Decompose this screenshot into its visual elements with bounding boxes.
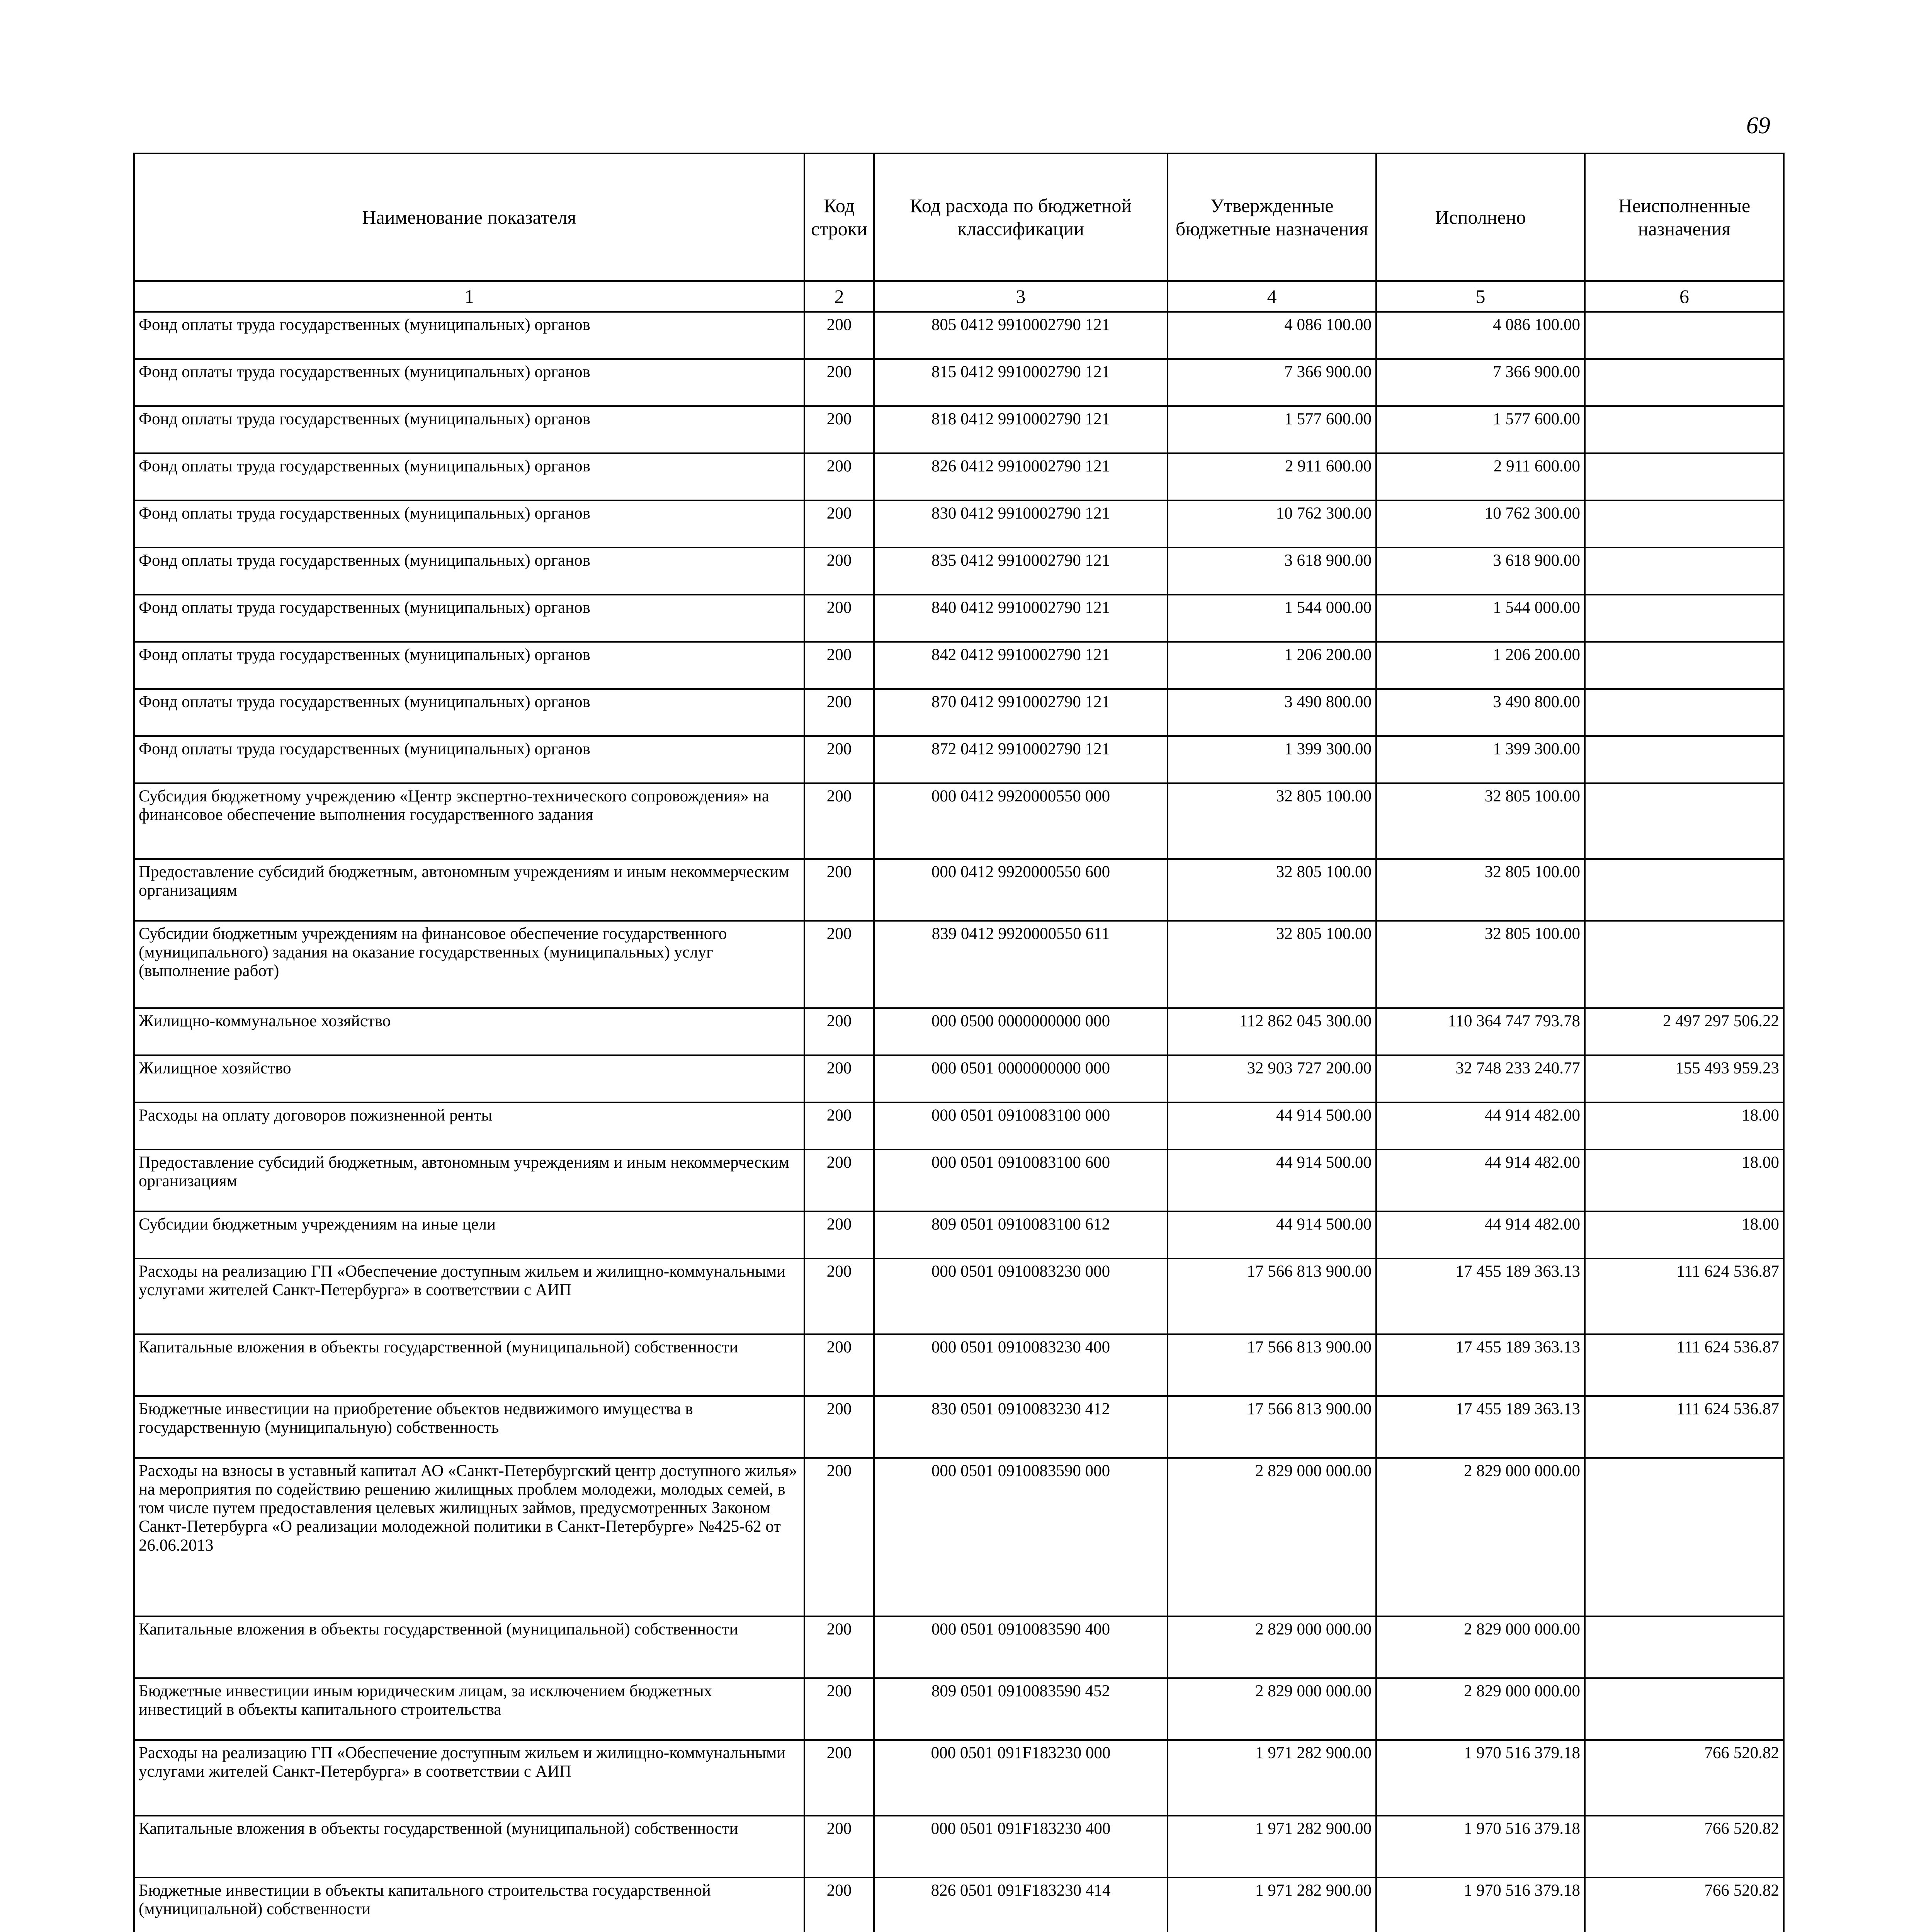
row-indicator-name: Бюджетные инвестиции на приобретение объектов недвижимого имущества в государственную (муниципальную) собственность: [134, 1396, 804, 1458]
row-budget-code: 870 0412 9910002790 121: [874, 689, 1168, 736]
table-row: [134, 921, 1784, 1008]
row-budget-code: 830 0501 0910083230 412: [874, 1396, 1168, 1458]
row-indicator-name: Расходы на оплату договоров пожизненной ренты: [134, 1102, 804, 1150]
table-row: [134, 312, 1784, 359]
table-row: [134, 689, 1784, 736]
row-line-code: 200: [804, 1211, 874, 1259]
row-line-code: 200: [804, 312, 874, 359]
row-indicator-name: Фонд оплаты труда государственных (муниципальных) органов: [134, 736, 804, 783]
row-executed-amount: 17 455 189 363.13: [1376, 1334, 1585, 1396]
row-line-code: 200: [804, 859, 874, 921]
row-unexecuted-amount: [1585, 406, 1784, 453]
table-row: [134, 1008, 1784, 1055]
table-row: [134, 1678, 1784, 1740]
table-row: [134, 1740, 1784, 1816]
row-executed-amount: 1 970 516 379.18: [1376, 1816, 1585, 1878]
row-indicator-name: Предоставление субсидий бюджетным, автономным учреждениям и иным некоммерческим организациям: [134, 1150, 804, 1211]
row-unexecuted-amount: 111 624 536.87: [1585, 1259, 1784, 1334]
table-row: [134, 1616, 1784, 1678]
row-approved-amount: 44 914 500.00: [1168, 1211, 1376, 1259]
row-line-code: 200: [804, 1678, 874, 1740]
row-approved-amount: 10 762 300.00: [1168, 500, 1376, 548]
row-unexecuted-amount: 766 520.82: [1585, 1878, 1784, 1932]
row-indicator-name: Фонд оплаты труда государственных (муниципальных) органов: [134, 500, 804, 548]
row-line-code: 200: [804, 1458, 874, 1616]
row-line-code: 200: [804, 406, 874, 453]
row-executed-amount: 32 805 100.00: [1376, 783, 1585, 859]
row-budget-code: 830 0412 9910002790 121: [874, 500, 1168, 548]
row-approved-amount: 1 971 282 900.00: [1168, 1740, 1376, 1816]
row-budget-code: 000 0501 0910083590 400: [874, 1616, 1168, 1678]
row-approved-amount: 1 971 282 900.00: [1168, 1816, 1376, 1878]
row-executed-amount: 1 544 000.00: [1376, 595, 1585, 642]
column-number: 1: [134, 281, 804, 312]
row-indicator-name: Расходы на реализацию ГП «Обеспечение доступным жильем и жилищно-коммунальными услугами жителей Санкт-Петербурга» в соответствии с АИП: [134, 1259, 804, 1334]
row-approved-amount: 7 366 900.00: [1168, 359, 1376, 406]
row-indicator-name: Фонд оплаты труда государственных (муниципальных) органов: [134, 595, 804, 642]
row-line-code: 200: [804, 1334, 874, 1396]
header-approved: Утвержденные бюджетные назначения: [1168, 153, 1376, 281]
row-approved-amount: 1 206 200.00: [1168, 642, 1376, 689]
row-budget-code: 000 0501 0910083100 000: [874, 1102, 1168, 1150]
row-approved-amount: 1 577 600.00: [1168, 406, 1376, 453]
row-budget-code: 818 0412 9910002790 121: [874, 406, 1168, 453]
row-executed-amount: 32 748 233 240.77: [1376, 1055, 1585, 1102]
row-unexecuted-amount: 766 520.82: [1585, 1740, 1784, 1816]
row-executed-amount: 44 914 482.00: [1376, 1150, 1585, 1211]
row-budget-code: 000 0412 9920000550 600: [874, 859, 1168, 921]
row-line-code: 200: [804, 1396, 874, 1458]
row-indicator-name: Расходы на взносы в уставный капитал АО «Санкт-Петербургский центр доступного жилья» на мероприятия по содействию решению жилищных проблем молодежи, молодых семей, в том числе путем предоставления целевых жилищных займов, предусмотренных Законом Санкт-Петербурга «О реализации молодежной политики в Санкт-Петербурге» №425-62 от 26.06.2013: [134, 1458, 804, 1616]
row-indicator-name: Субсидии бюджетным учреждениям на иные цели: [134, 1211, 804, 1259]
row-line-code: 200: [804, 1008, 874, 1055]
row-line-code: 200: [804, 1878, 874, 1932]
row-line-code: 200: [804, 359, 874, 406]
row-line-code: 200: [804, 1816, 874, 1878]
row-approved-amount: 1 971 282 900.00: [1168, 1878, 1376, 1932]
row-line-code: 200: [804, 453, 874, 500]
row-budget-code: 872 0412 9910002790 121: [874, 736, 1168, 783]
row-unexecuted-amount: [1585, 859, 1784, 921]
row-indicator-name: Жилищно-коммунальное хозяйство: [134, 1008, 804, 1055]
column-number: 3: [874, 281, 1168, 312]
row-budget-code: 000 0501 0000000000 000: [874, 1055, 1168, 1102]
row-executed-amount: 2 829 000 000.00: [1376, 1678, 1585, 1740]
row-approved-amount: 2 911 600.00: [1168, 453, 1376, 500]
row-approved-amount: 17 566 813 900.00: [1168, 1334, 1376, 1396]
row-indicator-name: Фонд оплаты труда государственных (муниципальных) органов: [134, 312, 804, 359]
header-unexecuted: Неисполненные назначения: [1585, 153, 1784, 281]
row-budget-code: 000 0501 091F183230 000: [874, 1740, 1168, 1816]
row-indicator-name: Фонд оплаты труда государственных (муниципальных) органов: [134, 642, 804, 689]
row-budget-code: 000 0501 0910083100 600: [874, 1150, 1168, 1211]
row-line-code: 200: [804, 736, 874, 783]
row-line-code: 200: [804, 1259, 874, 1334]
row-indicator-name: Фонд оплаты труда государственных (муниципальных) органов: [134, 453, 804, 500]
row-budget-code: 000 0501 091F183230 400: [874, 1816, 1168, 1878]
table-row: [134, 642, 1784, 689]
column-number: 5: [1376, 281, 1585, 312]
table-row: [134, 1396, 1784, 1458]
row-line-code: 200: [804, 500, 874, 548]
row-executed-amount: 7 366 900.00: [1376, 359, 1585, 406]
table-row: [134, 859, 1784, 921]
row-line-code: 200: [804, 1740, 874, 1816]
table-row: [134, 500, 1784, 548]
table-row: [134, 548, 1784, 595]
row-approved-amount: 32 805 100.00: [1168, 859, 1376, 921]
row-budget-code: 835 0412 9910002790 121: [874, 548, 1168, 595]
row-approved-amount: 44 914 500.00: [1168, 1150, 1376, 1211]
row-executed-amount: 32 805 100.00: [1376, 921, 1585, 1008]
table-row: [134, 1878, 1784, 1932]
row-unexecuted-amount: [1585, 736, 1784, 783]
row-approved-amount: 3 618 900.00: [1168, 548, 1376, 595]
table-body: [134, 312, 1784, 1932]
row-budget-code: 840 0412 9910002790 121: [874, 595, 1168, 642]
row-indicator-name: Бюджетные инвестиции иным юридическим лицам, за исключением бюджетных инвестиций в объекты капитального строительства: [134, 1678, 804, 1740]
row-budget-code: 000 0501 0910083590 000: [874, 1458, 1168, 1616]
row-unexecuted-amount: [1585, 1678, 1784, 1740]
row-executed-amount: 3 618 900.00: [1376, 548, 1585, 595]
row-executed-amount: 1 399 300.00: [1376, 736, 1585, 783]
row-executed-amount: 17 455 189 363.13: [1376, 1259, 1585, 1334]
row-executed-amount: 10 762 300.00: [1376, 500, 1585, 548]
row-approved-amount: 112 862 045 300.00: [1168, 1008, 1376, 1055]
row-unexecuted-amount: 111 624 536.87: [1585, 1334, 1784, 1396]
row-budget-code: 000 0412 9920000550 000: [874, 783, 1168, 859]
row-executed-amount: 44 914 482.00: [1376, 1102, 1585, 1150]
row-executed-amount: 4 086 100.00: [1376, 312, 1585, 359]
row-executed-amount: 2 829 000 000.00: [1376, 1616, 1585, 1678]
row-unexecuted-amount: 18.00: [1585, 1150, 1784, 1211]
row-approved-amount: 1 399 300.00: [1168, 736, 1376, 783]
table-row: [134, 1816, 1784, 1878]
row-approved-amount: 2 829 000 000.00: [1168, 1458, 1376, 1616]
row-approved-amount: 17 566 813 900.00: [1168, 1259, 1376, 1334]
table-row: [134, 1334, 1784, 1396]
row-indicator-name: Капитальные вложения в объекты государственной (муниципальной) собственности: [134, 1816, 804, 1878]
budget-execution-table: [133, 153, 1785, 1932]
row-approved-amount: 2 829 000 000.00: [1168, 1616, 1376, 1678]
row-line-code: 200: [804, 1616, 874, 1678]
row-unexecuted-amount: [1585, 1616, 1784, 1678]
row-line-code: 200: [804, 642, 874, 689]
row-approved-amount: 1 544 000.00: [1168, 595, 1376, 642]
row-budget-code: 000 0501 0910083230 400: [874, 1334, 1168, 1396]
row-unexecuted-amount: [1585, 500, 1784, 548]
row-unexecuted-amount: [1585, 783, 1784, 859]
row-unexecuted-amount: [1585, 548, 1784, 595]
row-unexecuted-amount: [1585, 1458, 1784, 1616]
row-executed-amount: 1 206 200.00: [1376, 642, 1585, 689]
row-unexecuted-amount: [1585, 921, 1784, 1008]
header-line-code: Код строки: [804, 153, 874, 281]
table-row: [134, 453, 1784, 500]
table-row: [134, 359, 1784, 406]
row-unexecuted-amount: [1585, 453, 1784, 500]
row-executed-amount: 17 455 189 363.13: [1376, 1396, 1585, 1458]
row-budget-code: 809 0501 0910083590 452: [874, 1678, 1168, 1740]
row-executed-amount: 1 577 600.00: [1376, 406, 1585, 453]
row-executed-amount: 2 911 600.00: [1376, 453, 1585, 500]
row-indicator-name: Фонд оплаты труда государственных (муниципальных) органов: [134, 406, 804, 453]
row-executed-amount: 32 805 100.00: [1376, 859, 1585, 921]
row-budget-code: 839 0412 9920000550 611: [874, 921, 1168, 1008]
row-executed-amount: 2 829 000 000.00: [1376, 1458, 1585, 1616]
row-unexecuted-amount: 2 497 297 506.22: [1585, 1008, 1784, 1055]
table-row: [134, 1211, 1784, 1259]
row-budget-code: 815 0412 9910002790 121: [874, 359, 1168, 406]
row-executed-amount: 3 490 800.00: [1376, 689, 1585, 736]
row-indicator-name: Субсидия бюджетному учреждению «Центр экспертно-технического сопровождения» на финансовое обеспечение выполнения государственного задания: [134, 783, 804, 859]
row-indicator-name: Фонд оплаты труда государственных (муниципальных) органов: [134, 689, 804, 736]
table-row: [134, 1458, 1784, 1616]
row-approved-amount: 17 566 813 900.00: [1168, 1396, 1376, 1458]
table-row: [134, 1055, 1784, 1102]
row-budget-code: 809 0501 0910083100 612: [874, 1211, 1168, 1259]
row-line-code: 200: [804, 595, 874, 642]
row-executed-amount: 110 364 747 793.78: [1376, 1008, 1585, 1055]
row-approved-amount: 2 829 000 000.00: [1168, 1678, 1376, 1740]
row-unexecuted-amount: [1585, 642, 1784, 689]
row-indicator-name: Бюджетные инвестиции в объекты капитального строительства государственной (муниципальной) собственности: [134, 1878, 804, 1932]
row-line-code: 200: [804, 1055, 874, 1102]
row-unexecuted-amount: 111 624 536.87: [1585, 1396, 1784, 1458]
row-budget-code: 000 0500 0000000000 000: [874, 1008, 1168, 1055]
page-number: 69: [1746, 112, 1770, 139]
row-indicator-name: Предоставление субсидий бюджетным, автономным учреждениям и иным некоммерческим организациям: [134, 859, 804, 921]
row-unexecuted-amount: [1585, 312, 1784, 359]
row-approved-amount: 44 914 500.00: [1168, 1102, 1376, 1150]
row-approved-amount: 32 805 100.00: [1168, 783, 1376, 859]
table-header-row: [134, 153, 1784, 281]
row-line-code: 200: [804, 921, 874, 1008]
row-indicator-name: Субсидии бюджетным учреждениям на финансовое обеспечение государственного (муниципального) задания на оказание государственных (муниципальных) услуг (выполнение работ): [134, 921, 804, 1008]
row-approved-amount: 32 903 727 200.00: [1168, 1055, 1376, 1102]
column-number: 6: [1585, 281, 1784, 312]
row-executed-amount: 1 970 516 379.18: [1376, 1740, 1585, 1816]
row-unexecuted-amount: 18.00: [1585, 1102, 1784, 1150]
row-budget-code: 000 0501 0910083230 000: [874, 1259, 1168, 1334]
row-budget-code: 842 0412 9910002790 121: [874, 642, 1168, 689]
row-indicator-name: Капитальные вложения в объекты государственной (муниципальной) собственности: [134, 1616, 804, 1678]
table-row: [134, 1102, 1784, 1150]
row-unexecuted-amount: [1585, 595, 1784, 642]
column-number: 2: [804, 281, 874, 312]
row-approved-amount: 3 490 800.00: [1168, 689, 1376, 736]
table-row: [134, 406, 1784, 453]
header-executed: Исполнено: [1376, 153, 1585, 281]
header-indicator-name: Наименование показателя: [134, 153, 804, 281]
row-indicator-name: Фонд оплаты труда государственных (муниципальных) органов: [134, 359, 804, 406]
table-row: [134, 1259, 1784, 1334]
row-line-code: 200: [804, 1150, 874, 1211]
row-unexecuted-amount: 766 520.82: [1585, 1816, 1784, 1878]
row-unexecuted-amount: [1585, 689, 1784, 736]
row-indicator-name: Фонд оплаты труда государственных (муниципальных) органов: [134, 548, 804, 595]
row-budget-code: 805 0412 9910002790 121: [874, 312, 1168, 359]
row-line-code: 200: [804, 1102, 874, 1150]
row-unexecuted-amount: 155 493 959.23: [1585, 1055, 1784, 1102]
table-row: [134, 783, 1784, 859]
row-executed-amount: 44 914 482.00: [1376, 1211, 1585, 1259]
row-approved-amount: 4 086 100.00: [1168, 312, 1376, 359]
table-row: [134, 736, 1784, 783]
header-budget-code: Код расхода по бюджетной классификации: [874, 153, 1168, 281]
row-line-code: 200: [804, 548, 874, 595]
row-indicator-name: Жилищное хозяйство: [134, 1055, 804, 1102]
row-approved-amount: 32 805 100.00: [1168, 921, 1376, 1008]
row-budget-code: 826 0501 091F183230 414: [874, 1878, 1168, 1932]
table-column-numbers-row: [134, 281, 1784, 312]
table-row: [134, 1150, 1784, 1211]
row-executed-amount: 1 970 516 379.18: [1376, 1878, 1585, 1932]
column-number: 4: [1168, 281, 1376, 312]
row-unexecuted-amount: 18.00: [1585, 1211, 1784, 1259]
row-line-code: 200: [804, 783, 874, 859]
row-indicator-name: Капитальные вложения в объекты государственной (муниципальной) собственности: [134, 1334, 804, 1396]
row-indicator-name: Расходы на реализацию ГП «Обеспечение доступным жильем и жилищно-коммунальными услугами жителей Санкт-Петербурга» в соответствии с АИП: [134, 1740, 804, 1816]
table-row: [134, 595, 1784, 642]
row-budget-code: 826 0412 9910002790 121: [874, 453, 1168, 500]
row-unexecuted-amount: [1585, 359, 1784, 406]
row-line-code: 200: [804, 689, 874, 736]
